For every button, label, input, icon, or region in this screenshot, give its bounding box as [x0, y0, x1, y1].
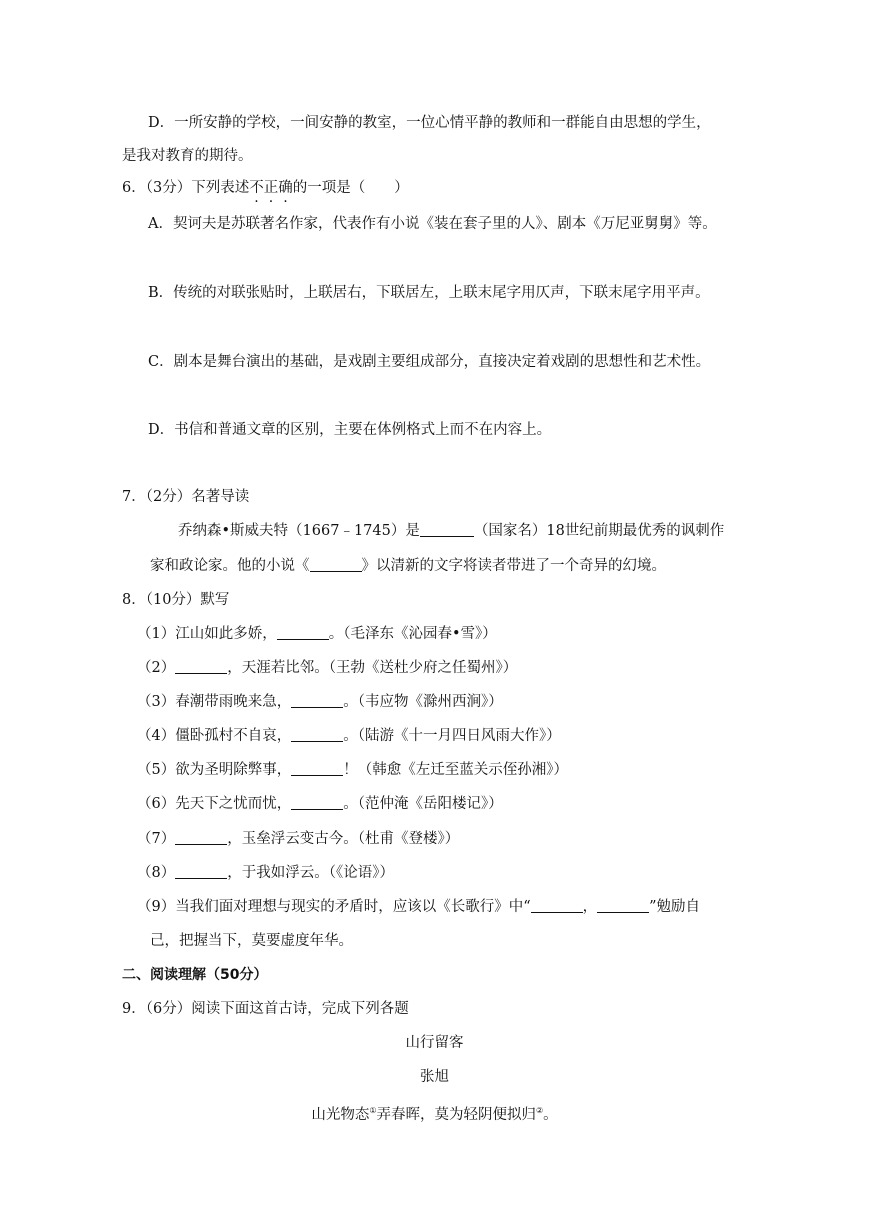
q8-item-text: ，玉垒浮云变古今。（杜甫《登楼》）: [227, 831, 460, 847]
q8-item-5: [137, 760, 568, 780]
q8-item-text: 。（范仲淹《岳阳楼记》）: [343, 796, 503, 812]
q7-line2: [150, 556, 666, 576]
q8-item-3: [137, 692, 503, 712]
q6-stem: [122, 178, 409, 198]
q7-blank-novel[interactable]: [310, 557, 362, 572]
footnote-marker: ①: [369, 1106, 377, 1115]
q7-line1-post: （国家名）18世纪前期最优秀的讽刺作: [473, 523, 725, 539]
q6-stem-pre: 6．（3分）下列表述: [122, 180, 250, 196]
section-heading: 二、阅读理解（50分）: [122, 967, 268, 983]
q8-item-text: ，天涯若比邻。（王勃《送杜少府之任蜀州》）: [227, 660, 518, 676]
q8-item-text: （6）先天下之忧而忧，: [137, 796, 292, 812]
poem-text: 。: [543, 1107, 558, 1123]
q8-item-text: （7）: [137, 831, 176, 847]
q8-item-text: （9）当我们面对理想与现实的矛盾时，应该以《长歌行》中“: [137, 899, 531, 915]
q5-option-d-line1: D．一所安静的学校，一间安静的教室，一位心情平静的教师和一群能自由思想的学生，: [148, 115, 711, 131]
q6-option-b: B．传统的对联张贴时，上联居右，下联居左，上联末尾字用仄声，下联末尾字用平声。: [148, 285, 710, 301]
q8-item-9: [137, 897, 700, 917]
q7-line1-pre: 乔纳森•斯威夫特（1667﹣1745）是: [178, 523, 420, 539]
poem-line: [0, 1101, 869, 1125]
q8-item-2: [137, 658, 517, 678]
q8-item-text: 。（毛泽东《沁园春•雪》）: [328, 626, 497, 642]
q8-blank[interactable]: [531, 898, 583, 913]
q8-blank[interactable]: [175, 864, 227, 879]
poem-title: 山行留客: [405, 1035, 464, 1051]
q8-blank[interactable]: [291, 693, 343, 708]
poem-author: 张旭: [420, 1069, 449, 1085]
q8-blank[interactable]: [175, 830, 227, 845]
q8-item-text: ，: [582, 899, 598, 915]
q8-item-text: （5）欲为圣明除弊事，: [137, 762, 292, 778]
q8-item-text: ！（韩愈《左迁至蓝关示侄孙湘》）: [343, 762, 568, 778]
q6-stem-post: 的一项是（ ）: [292, 180, 409, 196]
q9-stem: 9．（6分）阅读下面这首古诗，完成下列各题: [122, 1001, 409, 1017]
q6-option-a: A．契诃夫是苏联著名作家，代表作有小说《装在套子里的人》、剧本《万尼亚舅舅》等。: [148, 216, 717, 232]
q7-stem: 7．（2分）名著导读: [122, 489, 250, 505]
q8-blank[interactable]: [175, 659, 227, 674]
q6-option-d: D．书信和普通文章的区别，主要在体例格式上而不在内容上。: [148, 422, 552, 438]
q8-item-text: ”勉励自: [649, 899, 701, 915]
q8-item-text: （1）江山如此多娇，: [137, 626, 277, 642]
q7-line2-post: 》以清新的文字将读者带进了一个奇异的幻境。: [361, 558, 666, 574]
q8-blank[interactable]: [291, 727, 343, 742]
q7-line1: [178, 521, 724, 541]
q8-stem: 8．（10分）默写: [122, 592, 230, 608]
q8-item-text: 。（陆游《十一月四日风雨大作》）: [343, 728, 561, 744]
q6-stem-emphasis: 不正确: [249, 180, 293, 196]
q8-blank[interactable]: [291, 795, 343, 810]
q5-option-d-line2: 是我对教育的期待。: [122, 148, 253, 164]
q8-item-text: （2）: [137, 660, 176, 676]
q8-item-4: [137, 726, 561, 746]
q8-blank[interactable]: [277, 625, 329, 640]
q8-item-text: ，于我如浮云。（《论语》）: [227, 865, 394, 881]
q8-blank[interactable]: [291, 761, 343, 776]
q8-item-9-line2: 己，把握当下，莫要虚度年华。: [150, 933, 353, 949]
q7-line2-pre: 家和政论家。他的小说《: [150, 558, 310, 574]
q8-blank[interactable]: [597, 898, 649, 913]
q8-item-6: [137, 794, 503, 814]
q8-item-8: [137, 863, 394, 883]
q8-item-7: [137, 829, 459, 849]
poem-text: 山光物态: [311, 1107, 370, 1123]
q8-item-text: （4）僵卧孤村不自哀，: [137, 728, 292, 744]
q8-item-1: [137, 624, 497, 644]
poem-text: 弄春晖，莫为轻阴便拟归: [376, 1107, 536, 1123]
q6-option-c: C．剧本是舞台演出的基础，是戏剧主要组成部分，直接决定着戏剧的思想性和艺术性。: [148, 354, 711, 370]
q7-blank-country[interactable]: [420, 522, 474, 537]
footnote-marker: ②: [536, 1106, 544, 1115]
q8-item-text: 。（韦应物《滁州西涧》）: [343, 694, 503, 710]
q8-item-text: （8）: [137, 865, 176, 881]
q8-item-text: （3）春潮带雨晚来急，: [137, 694, 292, 710]
